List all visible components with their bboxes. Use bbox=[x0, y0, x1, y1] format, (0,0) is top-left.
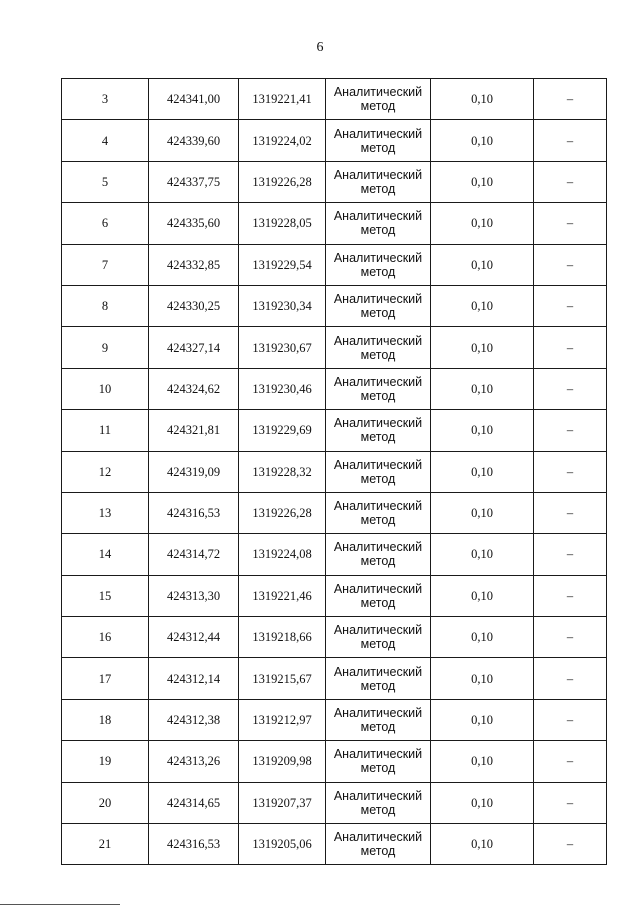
accuracy-cell: 0,10 bbox=[431, 368, 534, 409]
y-coordinate-cell: 1319224,08 bbox=[239, 534, 326, 575]
x-coordinate-cell: 424335,60 bbox=[149, 203, 239, 244]
method-cell: Аналитический метод bbox=[326, 782, 431, 823]
point-number-cell: 11 bbox=[62, 410, 149, 451]
y-coordinate-cell: 1319229,54 bbox=[239, 244, 326, 285]
accuracy-cell: 0,10 bbox=[431, 285, 534, 326]
accuracy-cell: 0,10 bbox=[431, 203, 534, 244]
x-coordinate-cell: 424314,72 bbox=[149, 534, 239, 575]
accuracy-cell: 0,10 bbox=[431, 782, 534, 823]
method-cell: Аналитический метод bbox=[326, 617, 431, 658]
description-cell: – bbox=[534, 161, 607, 202]
table-row bbox=[62, 244, 607, 285]
y-coordinate-cell: 1319221,46 bbox=[239, 575, 326, 616]
accuracy-cell: 0,10 bbox=[431, 658, 534, 699]
y-coordinate-cell: 1319228,32 bbox=[239, 451, 326, 492]
x-coordinate-cell: 424319,09 bbox=[149, 451, 239, 492]
x-coordinate-cell: 424330,25 bbox=[149, 285, 239, 326]
description-cell: – bbox=[534, 410, 607, 451]
accuracy-cell: 0,10 bbox=[431, 410, 534, 451]
x-coordinate-cell: 424324,62 bbox=[149, 368, 239, 409]
accuracy-cell: 0,10 bbox=[431, 451, 534, 492]
description-cell: – bbox=[534, 285, 607, 326]
x-coordinate-cell: 424316,53 bbox=[149, 824, 239, 865]
table-row bbox=[62, 285, 607, 326]
point-number-cell: 15 bbox=[62, 575, 149, 616]
x-coordinate-cell: 424313,26 bbox=[149, 741, 239, 782]
y-coordinate-cell: 1319212,97 bbox=[239, 699, 326, 740]
method-cell: Аналитический метод bbox=[326, 824, 431, 865]
y-coordinate-cell: 1319218,66 bbox=[239, 617, 326, 658]
y-coordinate-cell: 1319230,67 bbox=[239, 327, 326, 368]
point-number-cell: 19 bbox=[62, 741, 149, 782]
description-cell: – bbox=[534, 534, 607, 575]
coordinates-table bbox=[61, 78, 607, 865]
accuracy-cell: 0,10 bbox=[431, 699, 534, 740]
table-row bbox=[62, 534, 607, 575]
accuracy-cell: 0,10 bbox=[431, 79, 534, 120]
y-coordinate-cell: 1319209,98 bbox=[239, 741, 326, 782]
accuracy-cell: 0,10 bbox=[431, 492, 534, 533]
x-coordinate-cell: 424312,14 bbox=[149, 658, 239, 699]
description-cell: – bbox=[534, 658, 607, 699]
method-cell: Аналитический метод bbox=[326, 658, 431, 699]
table-row bbox=[62, 575, 607, 616]
point-number-cell: 16 bbox=[62, 617, 149, 658]
method-cell: Аналитический метод bbox=[326, 741, 431, 782]
point-number-cell: 12 bbox=[62, 451, 149, 492]
description-cell: – bbox=[534, 617, 607, 658]
accuracy-cell: 0,10 bbox=[431, 824, 534, 865]
table-row bbox=[62, 368, 607, 409]
description-cell: – bbox=[534, 699, 607, 740]
x-coordinate-cell: 424312,44 bbox=[149, 617, 239, 658]
point-number-cell: 20 bbox=[62, 782, 149, 823]
method-cell: Аналитический метод bbox=[326, 79, 431, 120]
point-number-cell: 9 bbox=[62, 327, 149, 368]
table-row bbox=[62, 120, 607, 161]
accuracy-cell: 0,10 bbox=[431, 327, 534, 368]
point-number-cell: 7 bbox=[62, 244, 149, 285]
table-row bbox=[62, 79, 607, 120]
point-number-cell: 10 bbox=[62, 368, 149, 409]
y-coordinate-cell: 1319224,02 bbox=[239, 120, 326, 161]
y-coordinate-cell: 1319226,28 bbox=[239, 161, 326, 202]
table-row bbox=[62, 699, 607, 740]
accuracy-cell: 0,10 bbox=[431, 161, 534, 202]
point-number-cell: 8 bbox=[62, 285, 149, 326]
description-cell: – bbox=[534, 451, 607, 492]
description-cell: – bbox=[534, 824, 607, 865]
point-number-cell: 14 bbox=[62, 534, 149, 575]
table-row bbox=[62, 741, 607, 782]
method-cell: Аналитический метод bbox=[326, 203, 431, 244]
table-row bbox=[62, 161, 607, 202]
table-row bbox=[62, 492, 607, 533]
description-cell: – bbox=[534, 575, 607, 616]
description-cell: – bbox=[534, 368, 607, 409]
method-cell: Аналитический метод bbox=[326, 120, 431, 161]
method-cell: Аналитический метод bbox=[326, 161, 431, 202]
x-coordinate-cell: 424314,65 bbox=[149, 782, 239, 823]
table-row bbox=[62, 782, 607, 823]
accuracy-cell: 0,10 bbox=[431, 575, 534, 616]
x-coordinate-cell: 424316,53 bbox=[149, 492, 239, 533]
accuracy-cell: 0,10 bbox=[431, 617, 534, 658]
y-coordinate-cell: 1319230,34 bbox=[239, 285, 326, 326]
x-coordinate-cell: 424337,75 bbox=[149, 161, 239, 202]
x-coordinate-cell: 424332,85 bbox=[149, 244, 239, 285]
method-cell: Аналитический метод bbox=[326, 575, 431, 616]
x-coordinate-cell: 424339,60 bbox=[149, 120, 239, 161]
point-number-cell: 13 bbox=[62, 492, 149, 533]
y-coordinate-cell: 1319226,28 bbox=[239, 492, 326, 533]
point-number-cell: 4 bbox=[62, 120, 149, 161]
page-number: 6 bbox=[316, 40, 324, 55]
description-cell: – bbox=[534, 492, 607, 533]
table-row bbox=[62, 327, 607, 368]
description-cell: – bbox=[534, 741, 607, 782]
point-number-cell: 21 bbox=[62, 824, 149, 865]
y-coordinate-cell: 1319207,37 bbox=[239, 782, 326, 823]
y-coordinate-cell: 1319215,67 bbox=[239, 658, 326, 699]
method-cell: Аналитический метод bbox=[326, 492, 431, 533]
accuracy-cell: 0,10 bbox=[431, 534, 534, 575]
table-row bbox=[62, 203, 607, 244]
table-row bbox=[62, 410, 607, 451]
point-number-cell: 18 bbox=[62, 699, 149, 740]
y-coordinate-cell: 1319205,06 bbox=[239, 824, 326, 865]
description-cell: – bbox=[534, 120, 607, 161]
description-cell: – bbox=[534, 203, 607, 244]
point-number-cell: 3 bbox=[62, 79, 149, 120]
point-number-cell: 5 bbox=[62, 161, 149, 202]
method-cell: Аналитический метод bbox=[326, 327, 431, 368]
method-cell: Аналитический метод bbox=[326, 699, 431, 740]
y-coordinate-cell: 1319229,69 bbox=[239, 410, 326, 451]
table-row bbox=[62, 658, 607, 699]
y-coordinate-cell: 1319221,41 bbox=[239, 79, 326, 120]
accuracy-cell: 0,10 bbox=[431, 741, 534, 782]
point-number-cell: 17 bbox=[62, 658, 149, 699]
accuracy-cell: 0,10 bbox=[431, 244, 534, 285]
y-coordinate-cell: 1319230,46 bbox=[239, 368, 326, 409]
coordinates-table-body bbox=[62, 79, 607, 865]
x-coordinate-cell: 424313,30 bbox=[149, 575, 239, 616]
description-cell: – bbox=[534, 327, 607, 368]
method-cell: Аналитический метод bbox=[326, 285, 431, 326]
x-coordinate-cell: 424321,81 bbox=[149, 410, 239, 451]
accuracy-cell: 0,10 bbox=[431, 120, 534, 161]
method-cell: Аналитический метод bbox=[326, 534, 431, 575]
x-coordinate-cell: 424327,14 bbox=[149, 327, 239, 368]
method-cell: Аналитический метод bbox=[326, 410, 431, 451]
x-coordinate-cell: 424312,38 bbox=[149, 699, 239, 740]
table-row bbox=[62, 617, 607, 658]
method-cell: Аналитический метод bbox=[326, 368, 431, 409]
point-number-cell: 6 bbox=[62, 203, 149, 244]
description-cell: – bbox=[534, 782, 607, 823]
table-row bbox=[62, 824, 607, 865]
table-row bbox=[62, 451, 607, 492]
description-cell: – bbox=[534, 244, 607, 285]
description-cell: – bbox=[534, 79, 607, 120]
method-cell: Аналитический метод bbox=[326, 451, 431, 492]
method-cell: Аналитический метод bbox=[326, 244, 431, 285]
y-coordinate-cell: 1319228,05 bbox=[239, 203, 326, 244]
x-coordinate-cell: 424341,00 bbox=[149, 79, 239, 120]
